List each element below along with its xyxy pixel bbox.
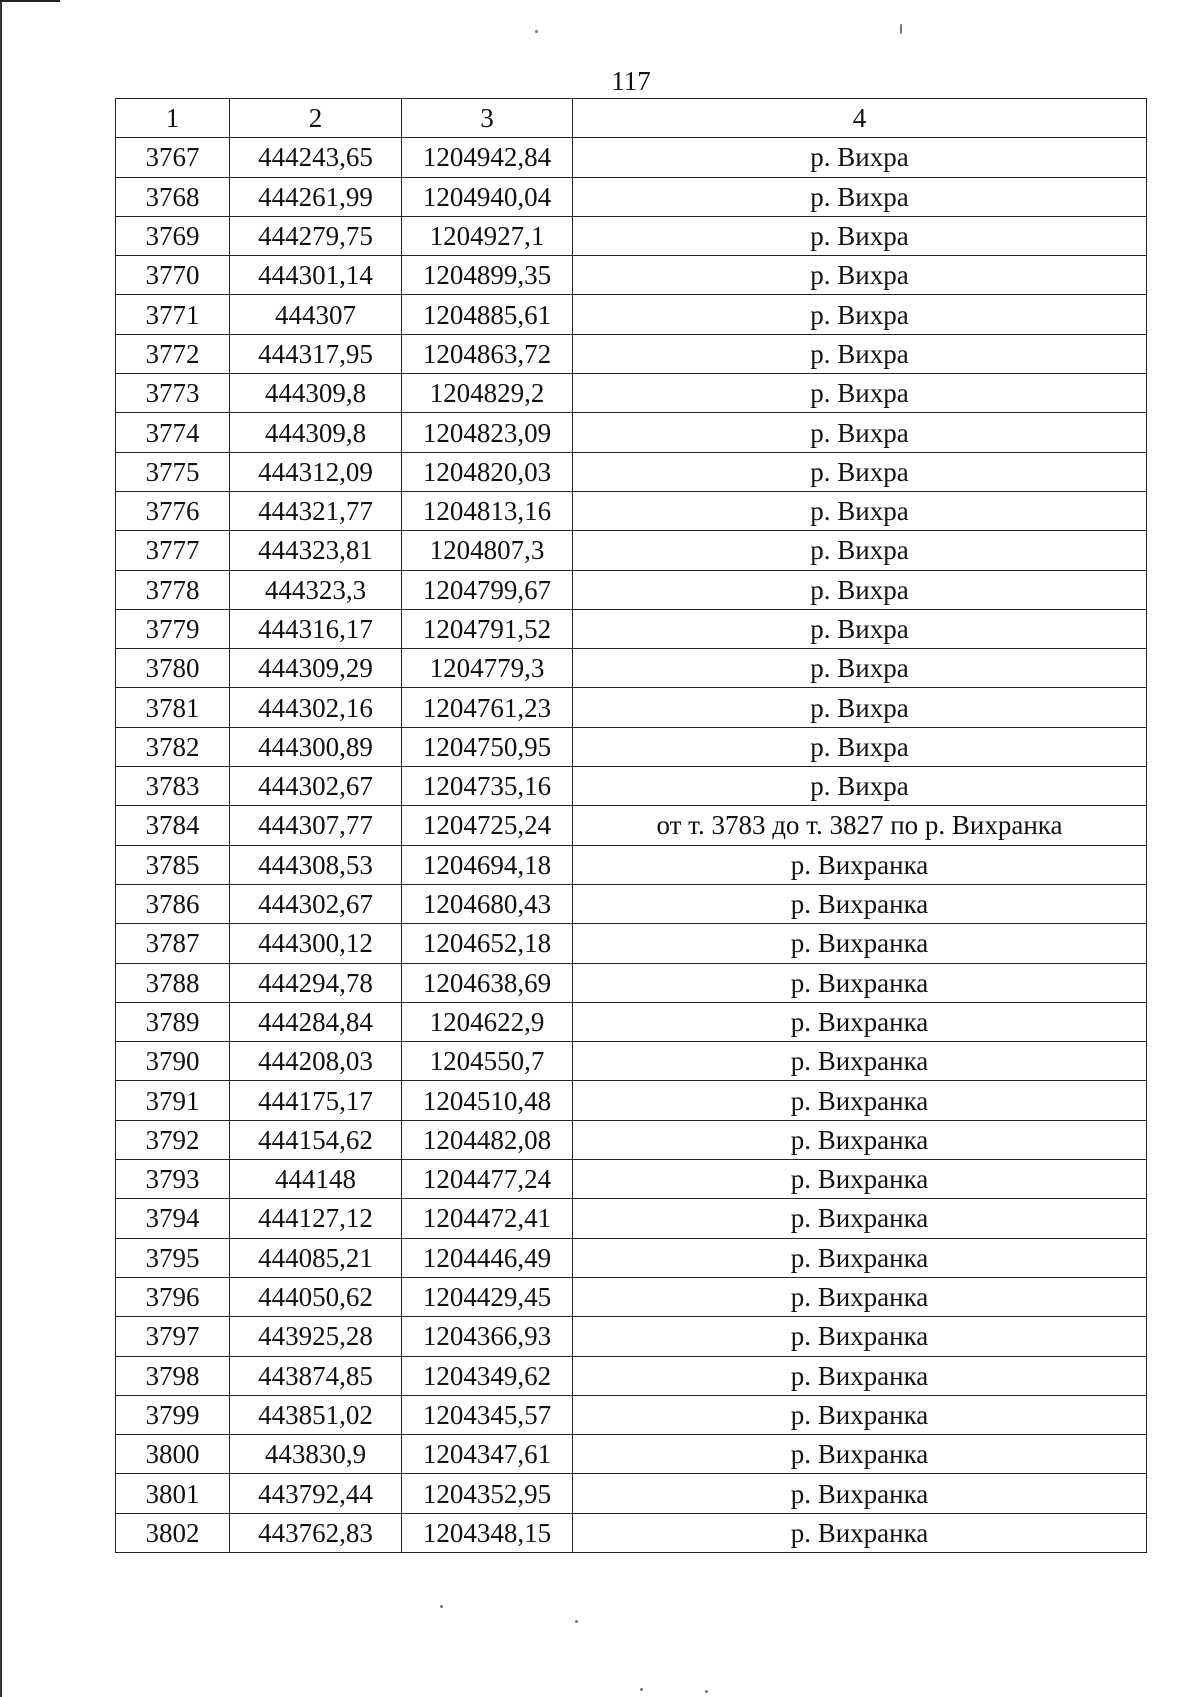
y-coordinate-cell: 1204550,7: [402, 1042, 573, 1081]
point-number-cell: 3780: [116, 649, 230, 688]
point-number-cell: 3795: [116, 1238, 230, 1277]
description-cell: р. Вихранка: [573, 1042, 1147, 1081]
table-row: [116, 1002, 1147, 1041]
y-coordinate-cell: 1204927,1: [402, 216, 573, 255]
table-row: [116, 806, 1147, 845]
table-row: [116, 924, 1147, 963]
y-coordinate-cell: 1204735,16: [402, 767, 573, 806]
table-row: [116, 963, 1147, 1002]
x-coordinate-cell: 444301,14: [230, 256, 402, 295]
table-body: [116, 138, 1147, 1553]
y-coordinate-cell: 1204829,2: [402, 374, 573, 413]
table-row: [116, 570, 1147, 609]
description-cell: р. Вихранка: [573, 1356, 1147, 1395]
description-cell: р. Вихра: [573, 491, 1147, 530]
y-coordinate-cell: 1204942,84: [402, 138, 573, 177]
x-coordinate-cell: 443762,83: [230, 1513, 402, 1552]
point-number-cell: 3768: [116, 177, 230, 216]
y-coordinate-cell: 1204940,04: [402, 177, 573, 216]
table-row: [116, 295, 1147, 334]
x-coordinate-cell: 444300,89: [230, 727, 402, 766]
header-col-1: 1: [116, 99, 230, 138]
scan-speck: [640, 1688, 643, 1691]
point-number-cell: 3777: [116, 531, 230, 570]
y-coordinate-cell: 1204791,52: [402, 609, 573, 648]
description-cell: р. Вихра: [573, 570, 1147, 609]
x-coordinate-cell: 444208,03: [230, 1042, 402, 1081]
description-cell: р. Вихра: [573, 767, 1147, 806]
x-coordinate-cell: 444309,8: [230, 413, 402, 452]
y-coordinate-cell: 1204725,24: [402, 806, 573, 845]
scan-speck: [440, 1605, 443, 1608]
y-coordinate-cell: 1204694,18: [402, 845, 573, 884]
header-col-2: 2: [230, 99, 402, 138]
x-coordinate-cell: 443925,28: [230, 1317, 402, 1356]
description-cell: р. Вихра: [573, 295, 1147, 334]
description-cell: р. Вихранка: [573, 1317, 1147, 1356]
description-cell: р. Вихра: [573, 531, 1147, 570]
x-coordinate-cell: 444309,29: [230, 649, 402, 688]
point-number-cell: 3783: [116, 767, 230, 806]
x-coordinate-cell: 444300,12: [230, 924, 402, 963]
point-number-cell: 3788: [116, 963, 230, 1002]
description-cell: р. Вихра: [573, 256, 1147, 295]
scan-speck: [535, 30, 538, 33]
table-row: [116, 1513, 1147, 1552]
x-coordinate-cell: 444284,84: [230, 1002, 402, 1041]
x-coordinate-cell: 443792,44: [230, 1474, 402, 1513]
table-row: [116, 256, 1147, 295]
description-cell: р. Вихра: [573, 374, 1147, 413]
point-number-cell: 3779: [116, 609, 230, 648]
x-coordinate-cell: 444317,95: [230, 334, 402, 373]
point-number-cell: 3776: [116, 491, 230, 530]
table-row: [116, 1435, 1147, 1474]
description-cell: р. Вихранка: [573, 845, 1147, 884]
table-row: [116, 884, 1147, 923]
table-row: [116, 1317, 1147, 1356]
y-coordinate-cell: 1204799,67: [402, 570, 573, 609]
description-cell: р. Вихранка: [573, 1238, 1147, 1277]
y-coordinate-cell: 1204352,95: [402, 1474, 573, 1513]
description-cell: р. Вихра: [573, 649, 1147, 688]
y-coordinate-cell: 1204761,23: [402, 688, 573, 727]
table-row: [116, 216, 1147, 255]
table-row: [116, 491, 1147, 530]
description-cell: р. Вихранка: [573, 1160, 1147, 1199]
x-coordinate-cell: 444309,8: [230, 374, 402, 413]
point-number-cell: 3789: [116, 1002, 230, 1041]
y-coordinate-cell: 1204622,9: [402, 1002, 573, 1041]
table-row: [116, 1356, 1147, 1395]
x-coordinate-cell: 444316,17: [230, 609, 402, 648]
x-coordinate-cell: 444175,17: [230, 1081, 402, 1120]
description-cell: р. Вихранка: [573, 1199, 1147, 1238]
y-coordinate-cell: 1204482,08: [402, 1120, 573, 1159]
y-coordinate-cell: 1204477,24: [402, 1160, 573, 1199]
point-number-cell: 3786: [116, 884, 230, 923]
y-coordinate-cell: 1204680,43: [402, 884, 573, 923]
description-cell: р. Вихранка: [573, 924, 1147, 963]
description-cell: р. Вихранка: [573, 1474, 1147, 1513]
table-row: [116, 649, 1147, 688]
table-row: [116, 1042, 1147, 1081]
y-coordinate-cell: 1204779,3: [402, 649, 573, 688]
point-number-cell: 3774: [116, 413, 230, 452]
table-row: [116, 452, 1147, 491]
x-coordinate-cell: 444085,21: [230, 1238, 402, 1277]
y-coordinate-cell: 1204899,35: [402, 256, 573, 295]
table-row: [116, 413, 1147, 452]
table-row: [116, 727, 1147, 766]
point-number-cell: 3778: [116, 570, 230, 609]
y-coordinate-cell: 1204750,95: [402, 727, 573, 766]
point-number-cell: 3771: [116, 295, 230, 334]
description-cell: р. Вихранка: [573, 1081, 1147, 1120]
x-coordinate-cell: 444294,78: [230, 963, 402, 1002]
table-row: [116, 609, 1147, 648]
x-coordinate-cell: 443851,02: [230, 1395, 402, 1434]
description-cell: р. Вихранка: [573, 1002, 1147, 1041]
table-row: [116, 531, 1147, 570]
point-number-cell: 3769: [116, 216, 230, 255]
y-coordinate-cell: 1204652,18: [402, 924, 573, 963]
description-cell: р. Вихра: [573, 609, 1147, 648]
description-cell: р. Вихранка: [573, 1395, 1147, 1434]
point-number-cell: 3773: [116, 374, 230, 413]
y-coordinate-cell: 1204349,62: [402, 1356, 573, 1395]
y-coordinate-cell: 1204638,69: [402, 963, 573, 1002]
description-cell: р. Вихра: [573, 413, 1147, 452]
y-coordinate-cell: 1204347,61: [402, 1435, 573, 1474]
x-coordinate-cell: 444148: [230, 1160, 402, 1199]
point-number-cell: 3770: [116, 256, 230, 295]
point-number-cell: 3775: [116, 452, 230, 491]
description-cell: р. Вихранка: [573, 1435, 1147, 1474]
point-number-cell: 3784: [116, 806, 230, 845]
point-number-cell: 3790: [116, 1042, 230, 1081]
x-coordinate-cell: 444261,99: [230, 177, 402, 216]
x-coordinate-cell: 443830,9: [230, 1435, 402, 1474]
point-number-cell: 3781: [116, 688, 230, 727]
table-row: [116, 1238, 1147, 1277]
x-coordinate-cell: 444323,3: [230, 570, 402, 609]
description-cell: р. Вихра: [573, 727, 1147, 766]
point-number-cell: 3792: [116, 1120, 230, 1159]
y-coordinate-cell: 1204820,03: [402, 452, 573, 491]
table-row: [116, 688, 1147, 727]
description-cell: р. Вихра: [573, 452, 1147, 491]
x-coordinate-cell: 444302,67: [230, 884, 402, 923]
table-row: [116, 1081, 1147, 1120]
point-number-cell: 3791: [116, 1081, 230, 1120]
point-number-cell: 3800: [116, 1435, 230, 1474]
header-col-3: 3: [402, 99, 573, 138]
x-coordinate-cell: 444243,65: [230, 138, 402, 177]
x-coordinate-cell: 444050,62: [230, 1277, 402, 1316]
table-row: [116, 138, 1147, 177]
x-coordinate-cell: 444307: [230, 295, 402, 334]
description-cell: р. Вихранка: [573, 963, 1147, 1002]
point-number-cell: 3802: [116, 1513, 230, 1552]
point-number-cell: 3793: [116, 1160, 230, 1199]
x-coordinate-cell: 444321,77: [230, 491, 402, 530]
table-row: [116, 1160, 1147, 1199]
table-row: [116, 1277, 1147, 1316]
description-cell: р. Вихра: [573, 216, 1147, 255]
x-coordinate-cell: 444279,75: [230, 216, 402, 255]
description-cell: р. Вихра: [573, 334, 1147, 373]
table-row: [116, 767, 1147, 806]
y-coordinate-cell: 1204429,45: [402, 1277, 573, 1316]
y-coordinate-cell: 1204807,3: [402, 531, 573, 570]
table-row: [116, 177, 1147, 216]
y-coordinate-cell: 1204345,57: [402, 1395, 573, 1434]
table-row: [116, 1120, 1147, 1159]
x-coordinate-cell: 444312,09: [230, 452, 402, 491]
description-cell: р. Вихра: [573, 688, 1147, 727]
description-cell: от т. 3783 до т. 3827 по р. Вихранка: [573, 806, 1147, 845]
y-coordinate-cell: 1204510,48: [402, 1081, 573, 1120]
point-number-cell: 3767: [116, 138, 230, 177]
description-cell: р. Вихра: [573, 177, 1147, 216]
x-coordinate-cell: 444323,81: [230, 531, 402, 570]
x-coordinate-cell: 443874,85: [230, 1356, 402, 1395]
point-number-cell: 3794: [116, 1199, 230, 1238]
scan-corner-mark: [0, 0, 60, 2]
point-number-cell: 3796: [116, 1277, 230, 1316]
y-coordinate-cell: 1204366,93: [402, 1317, 573, 1356]
point-number-cell: 3785: [116, 845, 230, 884]
header-col-4: 4: [573, 99, 1147, 138]
description-cell: р. Вихранка: [573, 1513, 1147, 1552]
x-coordinate-cell: 444302,67: [230, 767, 402, 806]
scan-left-edge: [0, 0, 2, 1697]
point-number-cell: 3787: [116, 924, 230, 963]
y-coordinate-cell: 1204348,15: [402, 1513, 573, 1552]
header-row: [116, 99, 1147, 138]
scan-speck: [705, 1690, 708, 1693]
point-number-cell: 3772: [116, 334, 230, 373]
x-coordinate-cell: 444302,16: [230, 688, 402, 727]
description-cell: р. Вихранка: [573, 884, 1147, 923]
table-row: [116, 334, 1147, 373]
description-cell: р. Вихранка: [573, 1120, 1147, 1159]
table-row: [116, 1199, 1147, 1238]
table-row: [116, 845, 1147, 884]
x-coordinate-cell: 444154,62: [230, 1120, 402, 1159]
table-row: [116, 1474, 1147, 1513]
y-coordinate-cell: 1204885,61: [402, 295, 573, 334]
scan-speck: [575, 1620, 578, 1623]
point-number-cell: 3798: [116, 1356, 230, 1395]
table-header: [116, 99, 1147, 138]
point-number-cell: 3801: [116, 1474, 230, 1513]
y-coordinate-cell: 1204472,41: [402, 1199, 573, 1238]
point-number-cell: 3799: [116, 1395, 230, 1434]
description-cell: р. Вихра: [573, 138, 1147, 177]
y-coordinate-cell: 1204813,16: [402, 491, 573, 530]
coordinates-table: [115, 98, 1147, 1553]
page-number: 117: [611, 66, 651, 96]
x-coordinate-cell: 444307,77: [230, 806, 402, 845]
x-coordinate-cell: 444308,53: [230, 845, 402, 884]
table-row: [116, 374, 1147, 413]
y-coordinate-cell: 1204446,49: [402, 1238, 573, 1277]
y-coordinate-cell: 1204863,72: [402, 334, 573, 373]
y-coordinate-cell: 1204823,09: [402, 413, 573, 452]
table-row: [116, 1395, 1147, 1434]
point-number-cell: 3782: [116, 727, 230, 766]
description-cell: р. Вихранка: [573, 1277, 1147, 1316]
x-coordinate-cell: 444127,12: [230, 1199, 402, 1238]
point-number-cell: 3797: [116, 1317, 230, 1356]
scan-speck: [900, 24, 902, 34]
